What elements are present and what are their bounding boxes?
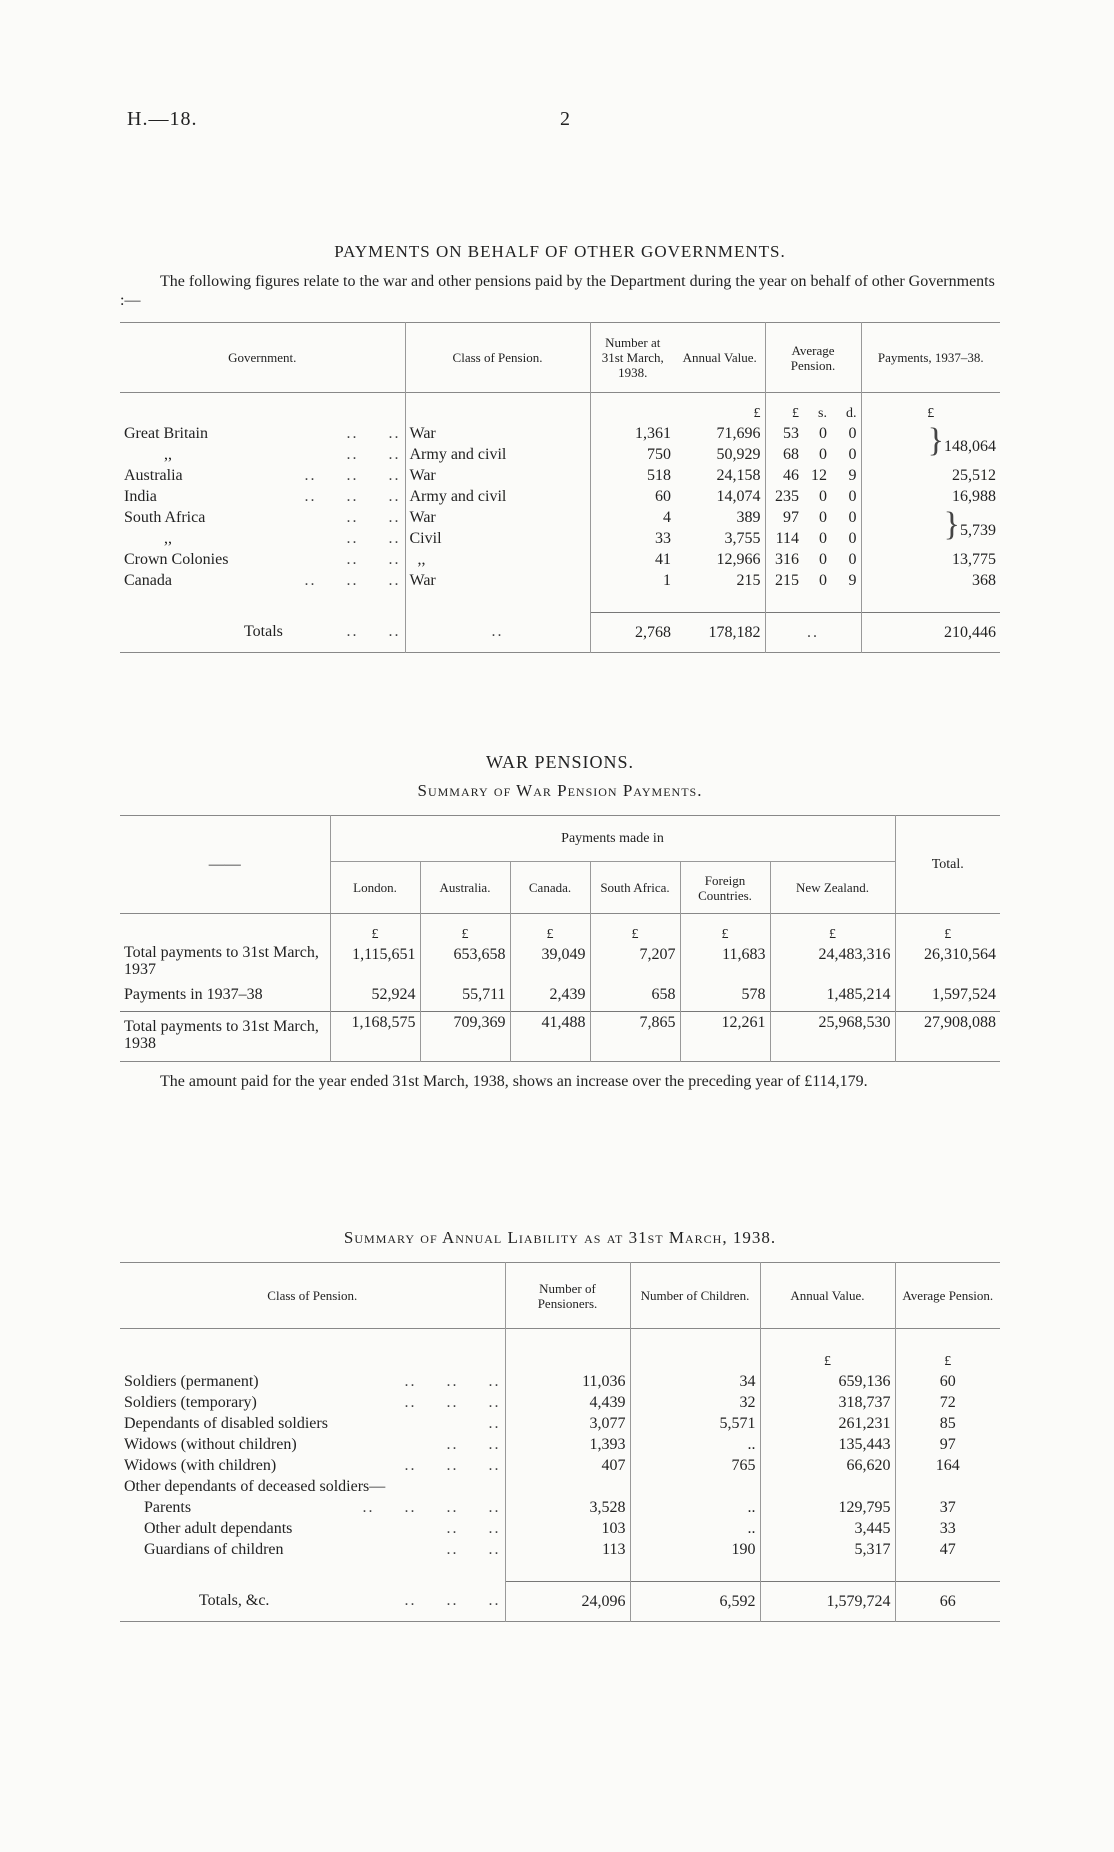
header-number: Number at 31st March, 1938. [590,323,675,393]
page-header [0,108,1114,138]
annual-cell: 389 [736,508,761,526]
children-cell: 765 [630,1455,760,1476]
header-london: London. [330,862,420,914]
annual-cell [760,1476,895,1497]
annual-cell: 135,443 [760,1434,895,1455]
average-cell: 33 [895,1518,1000,1539]
totals-payments: 210,446 [861,612,1000,652]
row-label: Widows (without children) [124,1435,297,1453]
row-label: Soldiers (permanent) [124,1372,259,1390]
annual-cell: 50,929 [716,445,761,463]
avg-pounds-cell: 316 [765,549,803,570]
annual-cell: 318,737 [760,1392,895,1413]
unit-pence: d. [846,405,857,421]
payments-cell: 368 [861,570,1000,591]
number-cell: 1 [590,570,675,591]
table-row: Australia .. .. .. War 518 24,158 46 12 9 25,512 [120,465,1000,486]
totals-children: 6,592 [630,1581,760,1621]
table-row: Parents .. .. .. .. 3,528 .. 129,795 37 [120,1497,1000,1518]
row-label: Parents [144,1498,192,1516]
row-label: Guardians of children [144,1540,284,1558]
unit-pound: £ [680,914,770,944]
government-cell: ,, [164,529,172,547]
unit-pound: £ [760,1329,895,1371]
pensioners-cell: 11,036 [505,1371,630,1392]
total-cell: 27,908,088 [895,1012,1000,1062]
avg-pence-cell: 0 [848,508,857,526]
table-row: Soldiers (temporary) .. .. .. 4,439 32 318,737 72 [120,1392,1000,1413]
class-cell: Army and civil [405,486,590,507]
australia-cell: 55,711 [420,978,510,1012]
total-cell: 26,310,564 [895,944,1000,978]
children-cell [630,1476,760,1497]
header-total: Total. [895,816,1000,914]
row-label: Payments in 1937–38 [124,985,263,1003]
document-reference: H.—18. [127,108,198,130]
unit-pound: £ [420,914,510,944]
australia-cell: 709,369 [420,1012,510,1062]
totals-row: Totals .. .. .. 2,768 178,182 .. 210,446 [120,612,1000,652]
annual-cell: 659,136 [760,1371,895,1392]
government-cell: Great Britain [124,424,208,442]
annual-cell: 261,231 [760,1413,895,1434]
header-dash: —— [120,816,330,914]
average-cell: 72 [895,1392,1000,1413]
totals-average: 66 [895,1581,1000,1621]
totals-number: 2,768 [590,612,675,652]
other-governments-table [120,322,1000,653]
class-cell: Army and civil [405,444,590,465]
class-cell: Civil [405,528,590,549]
increase-note: The amount paid for the year ended 31st March, 1938, shows an increase over the preceding year of £114,179. [160,1073,868,1090]
payments-cell: 13,775 [861,549,1000,570]
pensioners-cell [505,1476,630,1497]
canada-cell: 41,488 [510,1012,590,1062]
avg-shillings-cell: 0 [819,508,827,526]
canada-cell: 2,439 [510,978,590,1012]
table-row: ,, .. .. Civil 33 3,755 114 0 0 [120,528,1000,549]
unit-pound: £ [590,914,680,944]
unit-pound: £ [330,914,420,944]
totals-pensioners: 24,096 [505,1581,630,1621]
section-title: PAYMENTS ON BEHALF OF OTHER GOVERNMENTS. [334,242,786,261]
avg-shillings-cell: 0 [819,424,827,442]
header-new-zealand: New Zealand. [770,862,895,914]
row-label: Total payments to 31st March, 1938 [120,1012,330,1062]
pensioners-cell: 407 [505,1455,630,1476]
row-label: Widows (with children) [124,1456,277,1474]
total-cell: 1,597,524 [895,978,1000,1012]
table-row: Dependants of disabled soldiers .. 3,077 5,571 261,231 85 [120,1413,1000,1434]
class-cell: War [405,465,590,486]
table-row [120,1012,1000,1062]
unit-pound: £ [861,393,1000,423]
government-cell: India [124,487,157,505]
average-cell: 37 [895,1497,1000,1518]
row-label: Total payments to 31st March, 1937 [124,943,319,978]
section-other-governments [120,242,1000,653]
children-cell: 190 [630,1539,760,1560]
government-cell: Australia [124,466,183,484]
new-zealand-cell: 25,968,530 [770,1012,895,1062]
table-row: ,, .. .. Army and civil 750 50,929 68 0 0 [120,444,1000,465]
pensioners-cell: 3,077 [505,1413,630,1434]
class-cell: War [405,507,590,528]
row-label: Soldiers (temporary) [124,1393,257,1411]
average-cell: 47 [895,1539,1000,1560]
header-australia: Australia. [420,862,510,914]
header-canada: Canada. [510,862,590,914]
totals-row: Totals, &c. .. .. .. 24,096 6,592 1,579,724 66 [120,1581,1000,1621]
unit-pound: £ [895,914,1000,944]
table-row: Canada .. .. .. War 1 215 215 0 9 368 [120,570,1000,591]
row-label: Other dependants of deceased soldiers— [124,1477,386,1495]
annual-cell: 3,445 [760,1518,895,1539]
header-pensioners: Number of Pensioners. [505,1263,630,1329]
average-cell: 97 [895,1434,1000,1455]
london-cell: 52,924 [330,978,420,1012]
avg-pence-cell: 0 [848,529,857,547]
payments-cell: 148,064 [944,437,996,455]
table-row: Widows (with children) .. .. .. 407 765 66,620 164 [120,1455,1000,1476]
average-cell: 164 [895,1455,1000,1476]
avg-shillings-cell: 0 [819,445,827,463]
children-cell: 5,571 [630,1413,760,1434]
children-cell: 34 [630,1371,760,1392]
pensioners-cell: 1,393 [505,1434,630,1455]
government-cell: Crown Colonies [124,550,229,568]
avg-pence-cell: 0 [848,550,857,568]
class-cell: ,, [417,550,426,568]
header-annual: Annual Value. [760,1263,895,1329]
avg-pence-cell: 9 [848,571,857,589]
number-cell: 33 [590,528,675,549]
avg-pence-cell: 9 [848,466,857,484]
section-subtitle: Summary of War Pension Payments. [417,781,703,800]
london-cell: 1,168,575 [330,1012,420,1062]
government-cell: South Africa [124,508,206,526]
annual-cell: 129,795 [760,1497,895,1518]
table-row: Soldiers (permanent) .. .. .. 11,036 34 659,136 60 [120,1371,1000,1392]
pensioners-cell: 4,439 [505,1392,630,1413]
government-cell: Canada [124,571,172,589]
avg-pounds-cell: 46 [765,465,803,486]
number-cell: 750 [590,444,675,465]
payments-cell: 16,988 [861,486,1000,507]
unit-pound: £ [770,914,895,944]
average-cell: 60 [895,1371,1000,1392]
payments-cell: 25,512 [861,465,1000,486]
australia-cell: 653,658 [420,944,510,978]
header-government: Government. [228,350,297,365]
children-cell: .. [630,1518,760,1539]
number-cell: 518 [590,465,675,486]
pensioners-cell: 3,528 [505,1497,630,1518]
header-annual: Annual Value. [682,350,757,365]
avg-shillings-cell: 0 [819,571,827,589]
annual-cell: 24,158 [716,466,761,484]
annual-cell: 66,620 [760,1455,895,1476]
london-cell: 1,115,651 [330,944,420,978]
number-cell: 41 [590,549,675,570]
brace-icon: } [927,421,944,459]
avg-pounds-cell: 114 [765,528,803,549]
intro-paragraph: The following figures relate to the war and other pensions paid by the Department during the year on behalf of other Governments :— [120,273,995,309]
annual-cell: 215 [736,571,761,589]
unit-pound: £ [753,405,761,421]
south-africa-cell: 7,207 [590,944,680,978]
avg-pounds-cell: 97 [765,507,803,528]
brace-icon: } [943,505,960,543]
header-average: Average Pension. [895,1263,1000,1329]
avg-pounds-cell: 53 [765,423,803,444]
header-foreign: Foreign Countries. [680,862,770,914]
avg-pounds-cell: 215 [765,570,803,591]
avg-pence-cell: 0 [848,487,857,505]
table-row: Guardians of children .. .. 113 190 5,317 47 [120,1539,1000,1560]
header-payments: Payments, 1937–38. [861,323,1000,393]
table-row [120,978,1000,1012]
table-row: Other adult dependants .. .. 103 .. 3,445 33 [120,1518,1000,1539]
class-cell: War [409,424,436,442]
row-label: Dependants of disabled soldiers [124,1414,328,1432]
avg-pounds-cell: 68 [765,444,803,465]
table-row: India .. .. .. Army and civil 60 14,074 235 0 0 16,988 [120,486,1000,507]
government-cell: ,, [164,445,172,463]
table-row: South Africa .. .. War 4 389 97 0 0 }5,739 [120,507,1000,528]
new-zealand-cell: 24,483,316 [770,944,895,978]
unit-pound: £ [765,393,803,423]
average-cell: 85 [895,1413,1000,1434]
children-cell: .. [630,1434,760,1455]
foreign-cell: 11,683 [680,944,770,978]
header-south-africa: South Africa. [590,862,680,914]
annual-cell: 3,755 [724,529,761,547]
unit-shillings: s. [818,405,827,421]
section-war-pensions [120,752,1000,1092]
totals-label: Totals [244,623,283,641]
war-pension-payments-table [120,815,1000,1062]
table-row: Crown Colonies .. .. ,, 41 12,966 316 0 0 13,775 [120,549,1000,570]
number-cell: 4 [590,507,675,528]
avg-pence-cell: 0 [848,445,857,463]
header-children: Number of Children. [630,1263,760,1329]
children-cell: .. [630,1497,760,1518]
new-zealand-cell: 1,485,214 [770,978,895,1012]
foreign-cell: 578 [680,978,770,1012]
avg-pence-cell: 0 [848,424,857,442]
annual-cell: 71,696 [716,424,761,442]
class-cell: War [405,570,590,591]
table-row [120,1476,1000,1497]
totals-label: Totals, &c. [199,1592,270,1610]
avg-shillings-cell: 0 [819,550,827,568]
section-title: Summary of Annual Liability as at 31st March, 1938. [343,1228,777,1247]
header-payments-made-in: Payments made in [330,816,895,862]
table-row [120,944,1000,978]
average-cell [895,1476,1000,1497]
pensioners-cell: 113 [505,1539,630,1560]
section-title: WAR PENSIONS. [485,752,635,772]
south-africa-cell: 7,865 [590,1012,680,1062]
avg-shillings-cell: 12 [811,466,827,484]
avg-pounds-cell: 235 [765,486,803,507]
payments-cell: 5,739 [960,521,996,539]
number-cell: 1,361 [590,423,675,444]
foreign-cell: 12,261 [680,1012,770,1062]
canada-cell: 39,049 [510,944,590,978]
avg-shillings-cell: 0 [819,487,827,505]
children-cell: 32 [630,1392,760,1413]
unit-pound: £ [895,1329,1000,1371]
annual-liability-table [120,1262,1000,1622]
header-class: Class of Pension. [405,323,590,393]
header-class: Class of Pension. [267,1288,358,1303]
table-row: Widows (without children) .. .. 1,393 .. 135,443 97 [120,1434,1000,1455]
row-label: Other adult dependants [144,1519,293,1537]
avg-shillings-cell: 0 [819,529,827,547]
number-cell: 60 [590,486,675,507]
table-row: Great Britain .. .. War 1,361 71,696 53 0 0 }148,064 [120,423,1000,444]
header-average: Average Pension. [765,323,861,393]
totals-annual: 1,579,724 [760,1581,895,1621]
south-africa-cell: 658 [590,978,680,1012]
annual-cell: 14,074 [716,487,761,505]
pensioners-cell: 103 [505,1518,630,1539]
page-number: 2 [560,108,570,130]
section-annual-liability [120,1228,1000,1622]
annual-cell: 12,966 [716,550,761,568]
totals-annual: 178,182 [675,612,765,652]
unit-pound: £ [510,914,590,944]
annual-cell: 5,317 [760,1539,895,1560]
